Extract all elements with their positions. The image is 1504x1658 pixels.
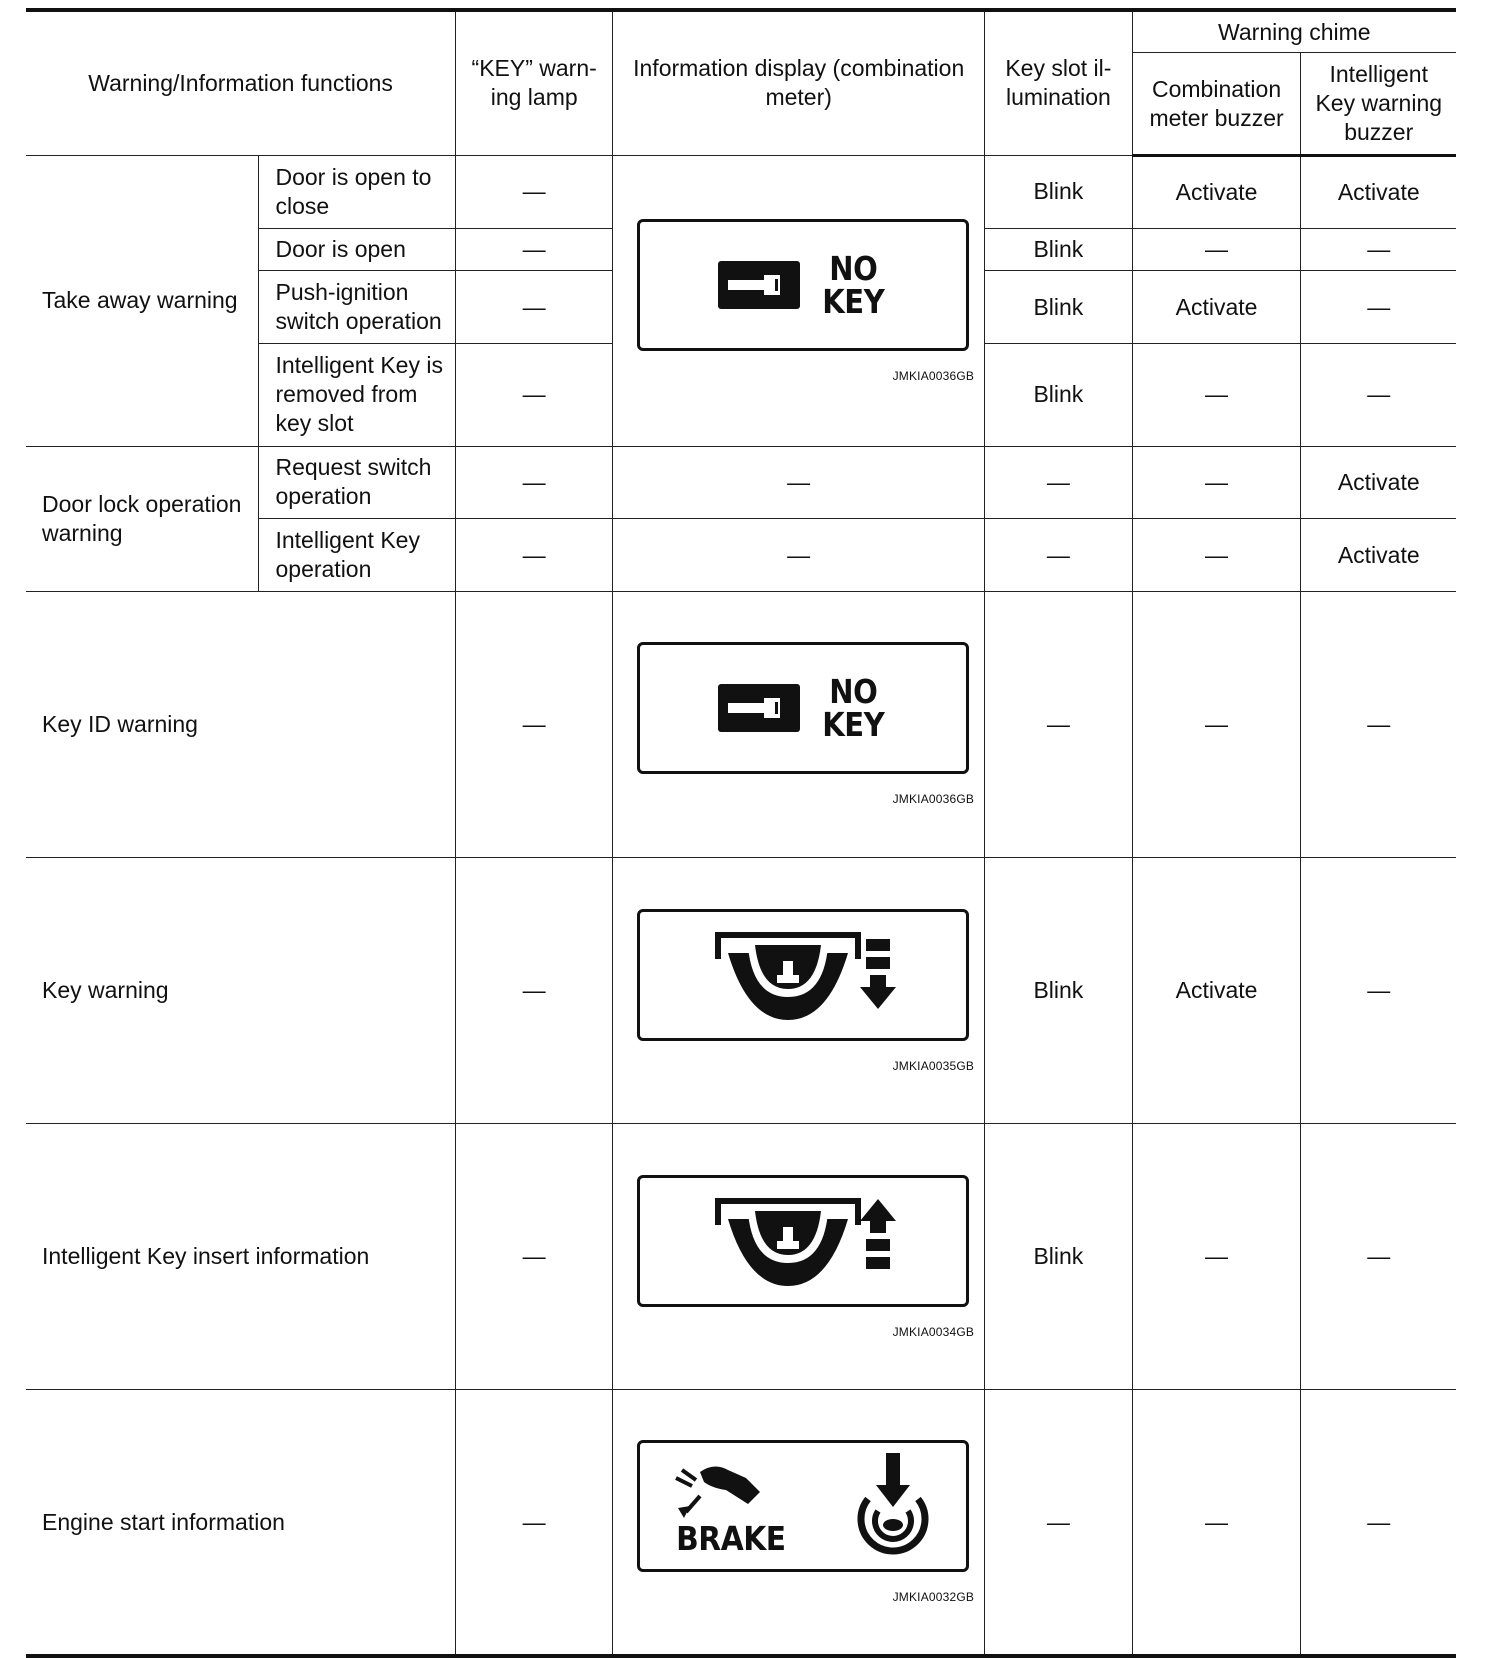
push-start-button-icon	[854, 1451, 932, 1561]
row-meter-buzzer: —	[1132, 1390, 1301, 1656]
row-lamp: —	[456, 858, 613, 1124]
figure-code: JMKIA0032GB	[892, 1590, 975, 1605]
row-meter-buzzer: —	[1132, 1124, 1301, 1390]
row-sub-label: Door is open to close	[259, 155, 456, 228]
row-meter-buzzer: —	[1132, 591, 1301, 857]
row-sub-label: Door is open	[259, 228, 456, 271]
figure-cell-engine-start	[613, 1390, 985, 1656]
row-meter-buzzer: —	[1132, 446, 1301, 519]
header-warning-chime: Warning chime	[1132, 10, 1456, 53]
display-panel	[637, 219, 969, 351]
row-slot: —	[985, 519, 1132, 592]
row-display: —	[613, 446, 985, 519]
row-name: Key warning	[26, 858, 456, 1124]
figure-code: JMKIA0036GB	[892, 368, 975, 383]
row-meter-buzzer: Activate	[1132, 155, 1301, 228]
figure-key-remove	[621, 909, 976, 1073]
figure-cell-key-remove	[613, 858, 985, 1124]
warning-function-table	[26, 8, 1456, 1658]
row-key-buzzer: —	[1301, 858, 1456, 1124]
nokey-label: NO KEY	[822, 672, 885, 745]
figure-code: JMKIA0036GB	[892, 792, 975, 807]
header-key-buzzer: Intelligent Key warning buzzer	[1301, 53, 1456, 156]
row-meter-buzzer: —	[1132, 343, 1301, 446]
row-slot: Blink	[985, 1124, 1132, 1390]
row-key-buzzer: —	[1301, 1124, 1456, 1390]
row-meter-buzzer: —	[1132, 519, 1301, 592]
row-slot: —	[985, 446, 1132, 519]
row-meter-buzzer: —	[1132, 228, 1301, 271]
row-slot: Blink	[985, 343, 1132, 446]
figure-cell-nokey-1	[613, 155, 985, 446]
key-slot-remove-icon	[708, 925, 898, 1025]
row-slot: —	[985, 1390, 1132, 1656]
row-slot: Blink	[985, 858, 1132, 1124]
group-door-lock: Door lock operation warning	[26, 446, 259, 591]
header-meter-buzzer: Combination meter buzzer	[1132, 53, 1301, 156]
row-meter-buzzer: Activate	[1132, 271, 1301, 344]
row-key-buzzer: —	[1301, 228, 1456, 271]
row-key-buzzer: Activate	[1301, 519, 1456, 592]
key-fob-icon	[718, 684, 800, 732]
row-name: Intelligent Key insert information	[26, 1124, 456, 1390]
figure-nokey-1	[621, 219, 976, 383]
row-lamp: —	[456, 343, 613, 446]
row-key-buzzer: —	[1301, 271, 1456, 344]
row-slot: Blink	[985, 155, 1132, 228]
key-slot-insert-icon	[708, 1191, 898, 1291]
row-lamp: —	[456, 591, 613, 857]
figure-nokey-2	[621, 642, 976, 806]
display-panel	[637, 1440, 969, 1572]
brake-group	[670, 1460, 792, 1558]
row-slot: Blink	[985, 271, 1132, 344]
row-lamp: —	[456, 1124, 613, 1390]
figure-code: JMKIA0035GB	[892, 1058, 975, 1073]
header-functions: Warning/Information functions	[26, 10, 456, 155]
figure-cell-key-insert	[613, 1124, 985, 1390]
row-sub-label: Request switch operation	[259, 446, 456, 519]
row-lamp: —	[456, 1390, 613, 1656]
row-sub-label: Intelligent Key operation	[259, 519, 456, 592]
row-lamp: —	[456, 228, 613, 271]
figure-code: JMKIA0034GB	[892, 1324, 975, 1339]
group-take-away: Take away warning	[26, 155, 259, 446]
row-key-buzzer: —	[1301, 1390, 1456, 1656]
row-lamp: —	[456, 271, 613, 344]
row-slot: —	[985, 591, 1132, 857]
figure-cell-nokey-2	[613, 591, 985, 857]
row-name: Key ID warning	[26, 591, 456, 857]
header-slot-illumination: Key slot il-lumination	[985, 10, 1132, 155]
nokey-label: NO KEY	[822, 248, 885, 321]
brake-label: BRAKE	[676, 1518, 786, 1558]
figure-key-insert	[621, 1175, 976, 1339]
figure-engine-start	[621, 1440, 976, 1604]
row-lamp: —	[456, 519, 613, 592]
row-lamp: —	[456, 155, 613, 228]
row-key-buzzer: Activate	[1301, 446, 1456, 519]
brake-pedal-icon	[670, 1460, 770, 1524]
display-panel	[637, 642, 969, 774]
row-key-buzzer: —	[1301, 343, 1456, 446]
header-info-display: Information display (combination meter)	[613, 10, 985, 155]
display-panel	[637, 909, 969, 1041]
key-fob-icon	[718, 261, 800, 309]
row-key-buzzer: —	[1301, 591, 1456, 857]
row-name: Engine start information	[26, 1390, 456, 1656]
row-sub-label: Push-ignition switch operation	[259, 271, 456, 344]
row-display: —	[613, 519, 985, 592]
row-lamp: —	[456, 446, 613, 519]
row-key-buzzer: Activate	[1301, 155, 1456, 228]
display-panel	[637, 1175, 969, 1307]
header-key-lamp: “KEY” warn-ing lamp	[456, 10, 613, 155]
row-sub-label: Intelligent Key is removed from key slot	[259, 343, 456, 446]
row-meter-buzzer: Activate	[1132, 858, 1301, 1124]
row-slot: Blink	[985, 228, 1132, 271]
